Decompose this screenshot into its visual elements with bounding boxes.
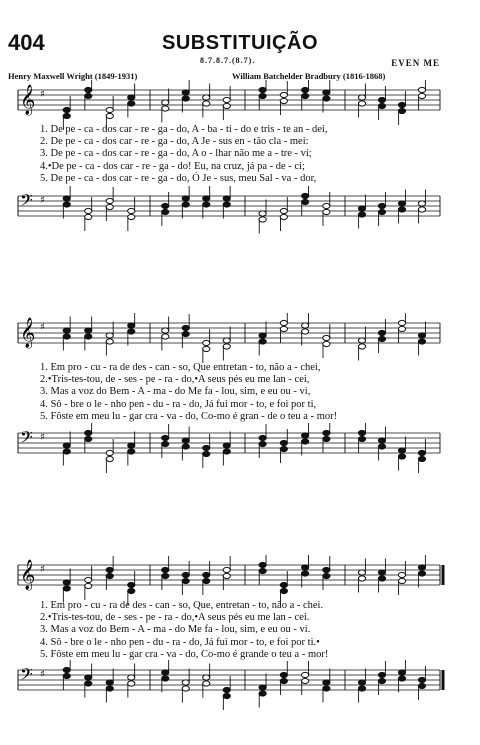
note-head (106, 113, 113, 118)
key-signature-sharp-icon: ♯ (40, 432, 45, 443)
note-head (418, 207, 425, 212)
note-head (128, 95, 135, 100)
note-head (85, 87, 92, 92)
note-head (106, 573, 113, 578)
note-head (63, 667, 70, 672)
note-head (85, 93, 92, 98)
lyrics-block-2 (40, 362, 460, 423)
lyric-verse-4: 4. Sô - bre o le - nho pen - du - ra - do, Já fui mor - to, e foi por ti.• (40, 636, 320, 648)
note-head (398, 102, 405, 107)
note-head (203, 196, 210, 201)
note-head (162, 567, 169, 572)
note-head (223, 449, 230, 454)
lyric-verse-2: 2.•Tris-tes-tou, de - ses - pe - ra - do,•A seus pés eu me lan - cei, (40, 374, 310, 386)
lyrics-block-1 (40, 124, 460, 185)
note-head (128, 681, 135, 686)
note-head (302, 323, 309, 328)
lyric-verse-1: 1. De pe - ca - dos car - re - ga - do, A - ba - ti - do e tris - te an - dei, (40, 124, 328, 135)
lyric-verse-1: 1. Em pro - cu - ra de des - can - so, Que entretan - to, não a - chei, (40, 362, 321, 373)
key-signature-sharp-icon: ♯ (40, 564, 45, 575)
note-head (323, 209, 330, 214)
note-head (398, 676, 405, 681)
note-head (182, 578, 189, 583)
note-head (63, 673, 70, 678)
lyric-verse-3: 3. Mas a voz do Bem - A - ma - do Me fa - lou, sim, e eu ou - vi. (40, 624, 311, 636)
note-head (259, 87, 266, 92)
meter: 8.7.8.7.(8.7). (200, 56, 256, 65)
note-head (106, 686, 113, 691)
treble-clef-icon: 𝄞 (20, 318, 36, 348)
note-head (323, 335, 330, 340)
note-head (203, 681, 210, 686)
note-head (358, 680, 365, 685)
bass-clef-icon: 𝄢 (20, 664, 33, 688)
note-head (203, 340, 210, 345)
note-head (323, 436, 330, 441)
note-head (162, 573, 169, 578)
bass-clef-icon: 𝄢 (20, 190, 33, 214)
note-head (302, 571, 309, 576)
bass-staff-1 (0, 186, 480, 236)
note-head (203, 101, 210, 106)
note-head (280, 214, 287, 219)
note-head (323, 341, 330, 346)
note-head (182, 680, 189, 685)
lyrics-block-3 (40, 600, 460, 661)
note-head (302, 329, 309, 334)
note-head (223, 338, 230, 343)
note-head (378, 203, 385, 208)
lyric-verse-3: 3. De pe - ca - dos car - re - ga - do, A o - lhar não me a - tre - vi; (40, 148, 312, 160)
note-head (182, 90, 189, 95)
key-signature-sharp-icon: ♯ (40, 669, 45, 680)
note-head (162, 334, 169, 339)
note-head (162, 100, 169, 105)
note-head (378, 103, 385, 108)
treble-clef-icon: 𝄞 (20, 85, 36, 115)
note-head (398, 108, 405, 113)
note-head (358, 338, 365, 343)
note-head (259, 691, 266, 696)
note-head (418, 456, 425, 461)
note-head (182, 96, 189, 101)
note-head (398, 454, 405, 459)
note-head (358, 101, 365, 106)
hymn-number: 404 (8, 30, 45, 55)
note-head (259, 211, 266, 216)
note-head (378, 576, 385, 581)
note-head (398, 578, 405, 583)
note-head (259, 568, 266, 573)
note-head (378, 678, 385, 683)
note-head (358, 576, 365, 581)
note-head (106, 198, 113, 203)
note-head (223, 693, 230, 698)
note-head (63, 443, 70, 448)
note-head (418, 93, 425, 98)
note-head (323, 90, 330, 95)
note-head (378, 444, 385, 449)
hymn-title: SUBSTITUIÇÃO (162, 32, 318, 54)
key-signature-sharp-icon: ♯ (40, 195, 45, 206)
note-head (302, 439, 309, 444)
note-head (203, 346, 210, 351)
note-head (63, 449, 70, 454)
bass-staff-3 (0, 660, 480, 710)
note-head (280, 320, 287, 325)
note-head (85, 328, 92, 333)
note-head (259, 685, 266, 690)
note-head (378, 330, 385, 335)
lyric-verse-2: 2.•Tris-tes-tou, de - ses - pe - ra - do,•A seus pés eu me lan - cei. (40, 612, 310, 624)
note-head (378, 438, 385, 443)
note-head (63, 196, 70, 201)
note-head (280, 208, 287, 213)
note-head (85, 436, 92, 441)
note-head (203, 578, 210, 583)
note-head (280, 446, 287, 451)
note-head (223, 443, 230, 448)
tune-name: EVEN ME (391, 58, 440, 68)
note-head (323, 680, 330, 685)
note-head (203, 572, 210, 577)
note-head (128, 449, 135, 454)
note-head (259, 333, 266, 338)
note-head (280, 678, 287, 683)
note-head (162, 203, 169, 208)
note-head (418, 333, 425, 338)
note-head (63, 113, 70, 118)
note-head (162, 106, 169, 111)
note-head (398, 670, 405, 675)
note-head (418, 565, 425, 570)
lyric-verse-4: 4. Sô - bre o le - nho pen - du - ra - do, Já fui mor - to, e foi por ti, (40, 398, 317, 410)
lyric-verse-1: 1. Em pro - cu - ra de des - can - so, Que, entretan - to, não a - chei. (40, 600, 324, 611)
note-head (162, 328, 169, 333)
note-head (302, 193, 309, 198)
note-head (323, 573, 330, 578)
note-head (106, 204, 113, 209)
note-head (259, 562, 266, 567)
note-head (280, 92, 287, 97)
note-head (85, 334, 92, 339)
treble-clef-icon: 𝄞 (20, 560, 36, 590)
note-head (223, 196, 230, 201)
note-head (128, 675, 135, 680)
note-head (128, 208, 135, 213)
note-head (85, 583, 92, 588)
note-head (223, 97, 230, 102)
note-head (302, 672, 309, 677)
note-head (358, 95, 365, 100)
note-head (259, 441, 266, 446)
note-head (358, 570, 365, 575)
note-head (203, 675, 210, 680)
lyric-verse-5: 5. De pe - ca - dos car - re - ga - do, Ó Je - sus, meu Sal - va - dor, (40, 172, 317, 184)
note-head (358, 212, 365, 217)
note-head (106, 450, 113, 455)
note-head (223, 573, 230, 578)
note-head (378, 570, 385, 575)
note-head (302, 678, 309, 683)
note-head (106, 339, 113, 344)
note-head (280, 440, 287, 445)
note-head (323, 567, 330, 572)
note-head (358, 436, 365, 441)
note-head (85, 208, 92, 213)
note-head (323, 203, 330, 208)
note-head (223, 567, 230, 572)
bass-clef-icon: 𝄢 (20, 427, 33, 451)
note-head (378, 672, 385, 677)
note-head (378, 336, 385, 341)
note-head (418, 677, 425, 682)
lyricist-credit: Henry Maxwell Wright (1849-1931) (8, 71, 138, 81)
note-head (203, 202, 210, 207)
note-head (63, 586, 70, 591)
note-head (162, 670, 169, 675)
note-head (302, 199, 309, 204)
note-head (128, 588, 135, 593)
note-head (85, 214, 92, 219)
note-head (182, 686, 189, 691)
note-head (203, 451, 210, 456)
note-head (162, 676, 169, 681)
note-head (259, 435, 266, 440)
note-head (418, 201, 425, 206)
note-head (259, 339, 266, 344)
note-head (182, 438, 189, 443)
note-head (358, 206, 365, 211)
note-head (63, 334, 70, 339)
note-head (259, 217, 266, 222)
note-head (280, 588, 287, 593)
note-head (398, 320, 405, 325)
note-head (106, 107, 113, 112)
note-head (182, 202, 189, 207)
note-head (418, 683, 425, 688)
note-head (182, 572, 189, 577)
note-head (378, 209, 385, 214)
treble-staff-3 (0, 555, 480, 605)
note-head (302, 87, 309, 92)
note-head (223, 687, 230, 692)
note-head (358, 430, 365, 435)
note-head (106, 567, 113, 572)
note-head (203, 95, 210, 100)
note-head (162, 209, 169, 214)
note-head (182, 196, 189, 201)
note-head (358, 344, 365, 349)
lyric-verse-5: 5. Fôste em meu lu - gar cra - va - do, Co-mo é grande o teu a - mor! (40, 648, 329, 660)
note-head (63, 202, 70, 207)
note-head (398, 207, 405, 212)
bass-staff-2 (0, 423, 480, 473)
note-head (259, 93, 266, 98)
note-head (182, 444, 189, 449)
note-head (398, 326, 405, 331)
note-head (128, 214, 135, 219)
note-head (398, 201, 405, 206)
note-head (323, 686, 330, 691)
note-head (63, 328, 70, 333)
key-signature-sharp-icon: ♯ (40, 89, 45, 100)
treble-staff-2 (0, 313, 480, 363)
key-signature-sharp-icon: ♯ (40, 322, 45, 333)
note-head (223, 103, 230, 108)
note-head (203, 445, 210, 450)
note-head (223, 202, 230, 207)
note-head (280, 672, 287, 677)
treble-staff-1 (0, 80, 480, 130)
note-head (280, 98, 287, 103)
note-head (128, 443, 135, 448)
note-head (418, 339, 425, 344)
note-head (85, 430, 92, 435)
note-head (323, 430, 330, 435)
note-head (302, 433, 309, 438)
note-head (280, 582, 287, 587)
note-head (323, 96, 330, 101)
note-head (182, 325, 189, 330)
note-head (418, 87, 425, 92)
note-head (106, 680, 113, 685)
note-head (302, 93, 309, 98)
note-head (418, 571, 425, 576)
note-head (63, 580, 70, 585)
note-head (398, 572, 405, 577)
note-head (280, 326, 287, 331)
note-head (106, 456, 113, 461)
note-head (128, 329, 135, 334)
note-head (398, 448, 405, 453)
lyric-verse-4: 4.•De pe - ca - dos car - re - ga - do! Eu, na cruz, já pa - de - ci; (40, 160, 305, 172)
note-head (378, 97, 385, 102)
lyric-verse-3: 3. Mas a voz do Bem - A - ma - do Me fa - lou, sim, e eu ou - vi, (40, 386, 311, 398)
composer-credit: William Batchelder Bradbury (1816-1868) (232, 71, 386, 81)
note-head (63, 107, 70, 112)
note-head (418, 450, 425, 455)
note-head (162, 435, 169, 440)
note-head (128, 582, 135, 587)
note-head (106, 333, 113, 338)
lyric-verse-2: 2. De pe - ca - dos car - re - ga - do, A Je - sus en - tão cla - mei: (40, 136, 309, 148)
note-head (182, 331, 189, 336)
note-head (128, 323, 135, 328)
note-head (85, 577, 92, 582)
note-head (162, 441, 169, 446)
note-head (302, 565, 309, 570)
lyric-verse-5: 5. Fôste em meu lu - gar cra - va - do, Co-mo é gran - de o teu a - mor! (40, 410, 338, 422)
note-head (358, 686, 365, 691)
note-head (223, 344, 230, 349)
note-head (128, 101, 135, 106)
note-head (85, 681, 92, 686)
note-head (85, 675, 92, 680)
